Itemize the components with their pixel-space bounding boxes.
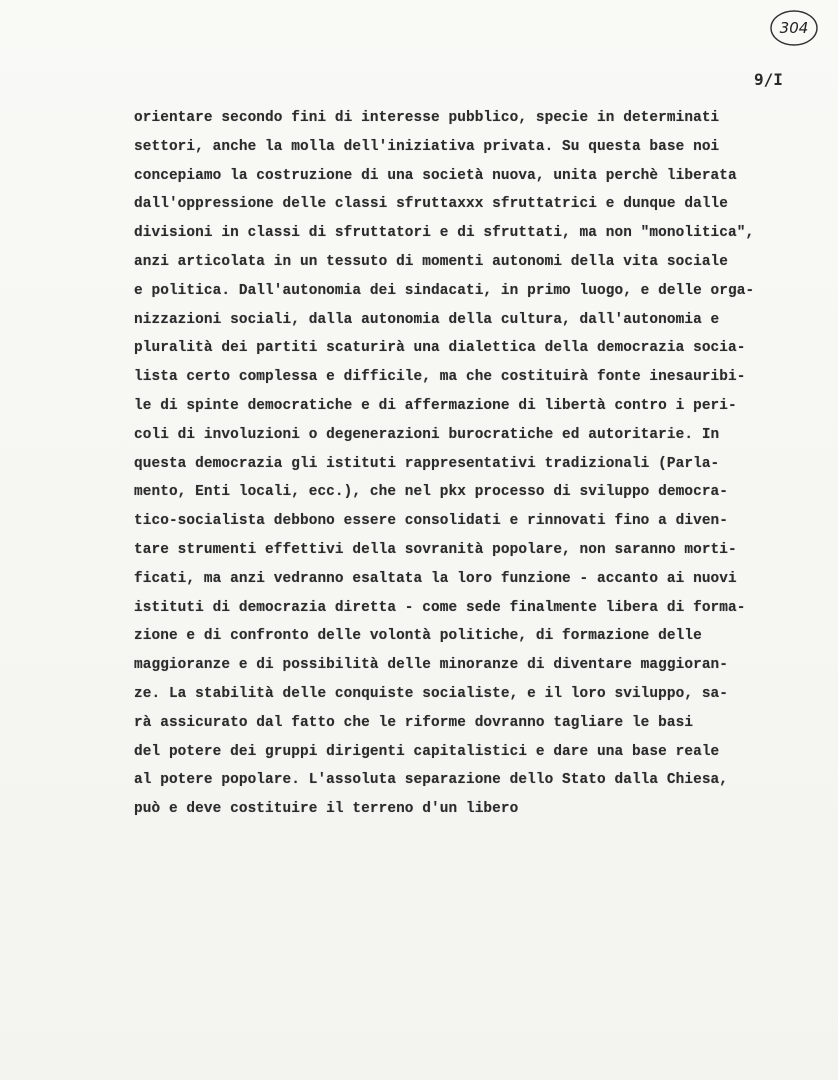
text-line: anzi articolata in un tessuto di momenti autonomi della vita sociale: [134, 253, 729, 270]
text-line: tare strumenti effettivi della sovranità popolare, non saranno morti-: [134, 541, 737, 558]
text-line: ficati, ma anzi vedranno esaltata la loro funzione - accanto ai nuovi: [134, 570, 737, 587]
text-line: divisioni in classi di sfruttatori e di sfruttati, ma non "monolitica",: [134, 225, 755, 242]
text-line: le di spinte democratiche e di affermazione di libertà contro i peri-: [134, 397, 737, 414]
text-line: orientare secondo fini di interesse pubblico, specie in determinati: [134, 110, 720, 126]
text-line: pluralità dei partiti scaturirà una dialettica della democrazia socia-: [134, 340, 746, 357]
text-line: ze. La stabilità delle conquiste socialiste, e il loro sviluppo, sa-: [134, 685, 729, 702]
text-line: tico-socialista debbono essere consolidati e rinnovati fino a diven-: [134, 513, 729, 530]
typed-text-body: [134, 104, 834, 824]
text-line: e politica. Dall'autonomia dei sindacati, in primo luogo, e delle orga-: [134, 282, 755, 299]
text-line: istituti di democrazia diretta - come sede finalmente libera di forma-: [134, 599, 746, 616]
text-line: lista certo complessa e difficile, ma che costituirà fonte inesauribi-: [134, 369, 746, 386]
text-line: concepiamo la costruzione di una società nuova, unita perchè liberata: [134, 167, 737, 184]
text-line: zione e di confronto delle volontà politiche, di formazione delle: [134, 628, 702, 645]
page-number: 9/I: [754, 70, 783, 89]
text-line: questa democrazia gli istituti rappresentativi tradizionali (Parla-: [134, 455, 720, 472]
text-line: coli di involuzioni o degenerazioni burocratiche ed autoritarie. In: [134, 426, 720, 443]
text-line: del potere dei gruppi dirigenti capitalistici e dare una base reale: [134, 743, 720, 760]
text-line: al potere popolare. L'assoluta separazione dello Stato dalla Chiesa,: [134, 772, 729, 789]
archive-stamp: [768, 8, 820, 48]
text-line: rà assicurato dal fatto che le riforme dovranno tagliare le basi: [134, 714, 694, 731]
text-line: può e deve costituire il terreno d'un libero: [134, 801, 519, 818]
archive-stamp-number: 304: [779, 19, 809, 37]
text-line: settori, anche la molla dell'iniziativa privata. Su questa base noi: [134, 138, 720, 155]
text-line: dall'oppressione delle classi sfruttaxxx sfruttatrici e dunque dalle: [134, 196, 729, 213]
text-line: maggioranze e di possibilità delle minoranze di diventare maggioran-: [134, 657, 729, 674]
text-line: nizzazioni sociali, dalla autonomia della cultura, dall'autonomia e: [134, 311, 720, 328]
text-line: mento, Enti locali, ecc.), che nel pkx processo di sviluppo democra-: [134, 484, 729, 501]
